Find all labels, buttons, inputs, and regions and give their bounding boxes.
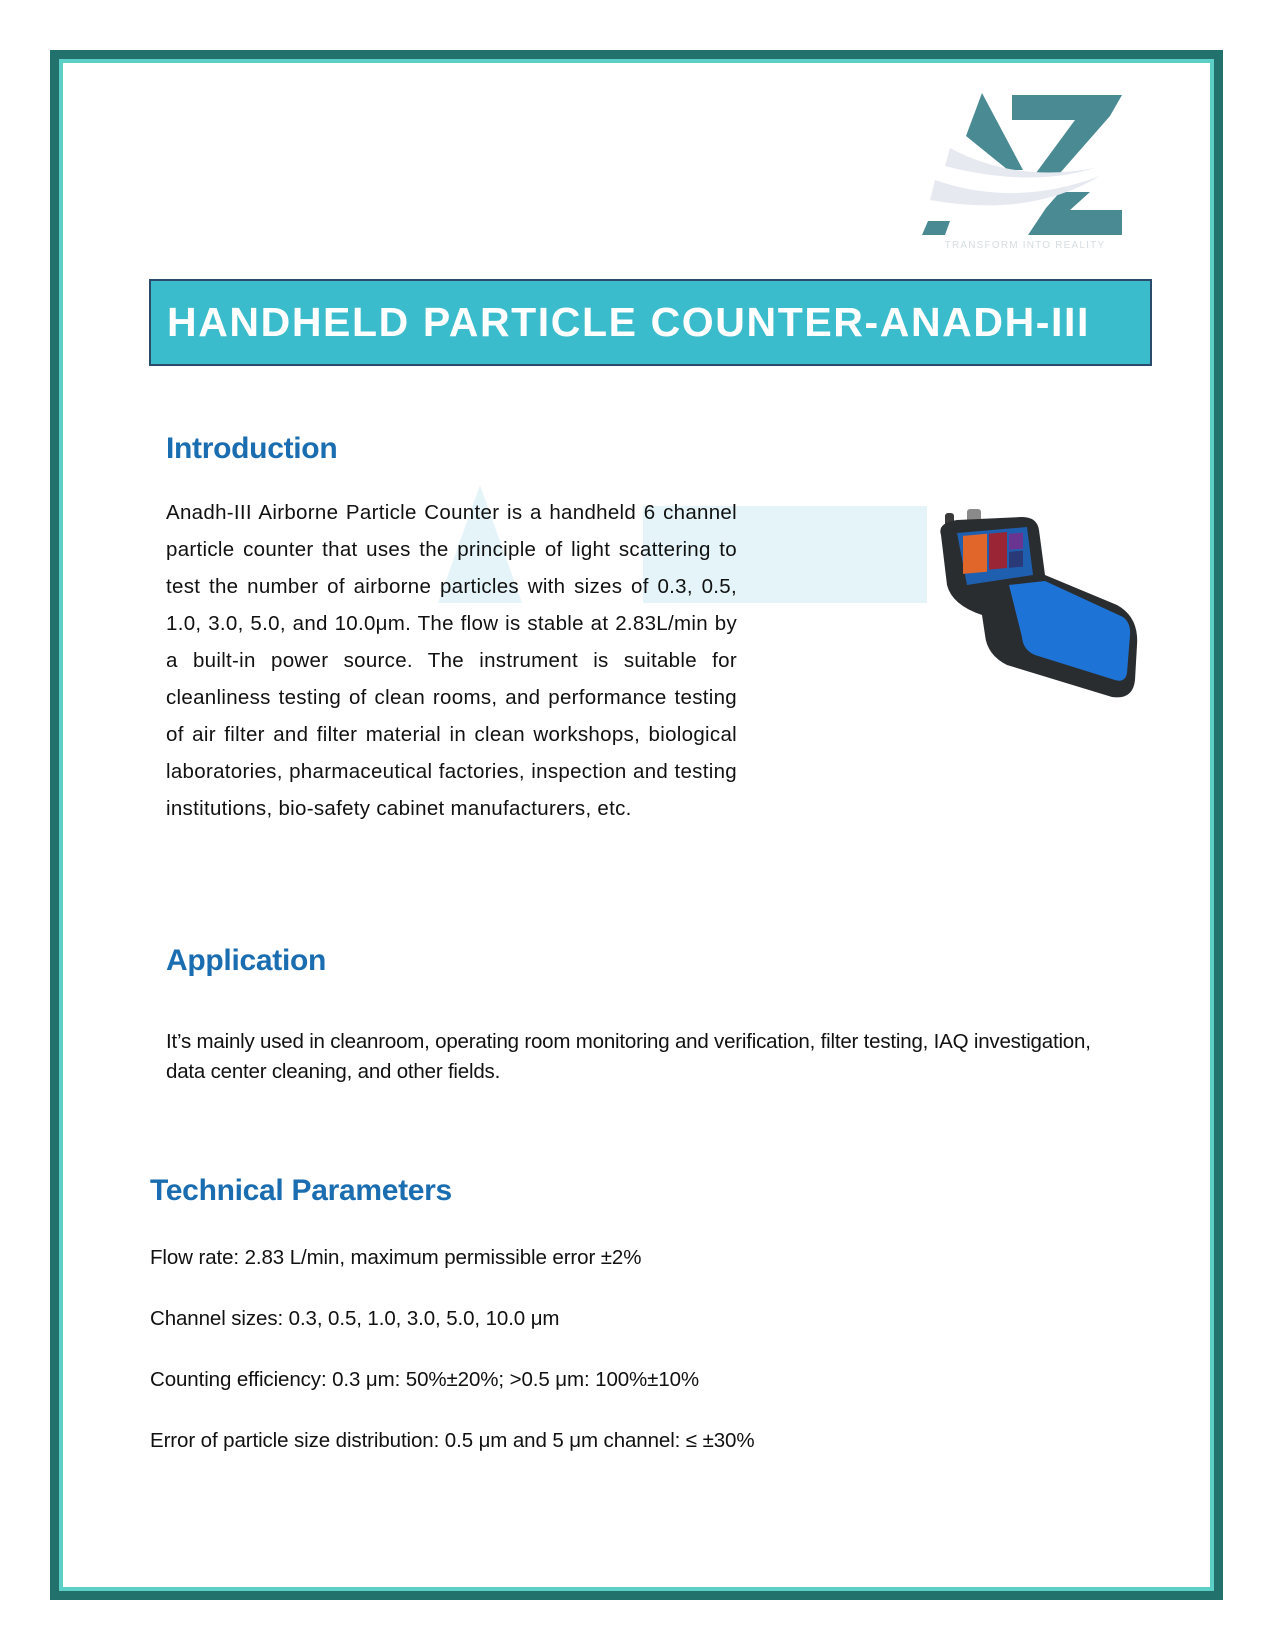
logo-a-foot xyxy=(922,221,950,235)
param-flow-rate: Flow rate: 2.83 L/min, maximum permissible error ±2% xyxy=(150,1246,642,1269)
param-counting-efficiency: Counting efficiency: 0.3 μm: 50%±20%; >0.5 μm: 100%±10% xyxy=(150,1368,700,1391)
logo-z-top xyxy=(1012,95,1122,173)
company-logo xyxy=(920,88,1130,258)
application-heading: Application xyxy=(166,944,327,977)
logo-tagline: TRANSFORM INTO REALITY xyxy=(944,240,1106,251)
param-size-distribution-error: Error of particle size distribution: 0.5 μm and 5 μm channel: ≤ ±30% xyxy=(150,1429,755,1452)
document-title: HANDHELD PARTICLE COUNTER-ANADH-III xyxy=(167,299,1091,345)
introduction-heading: Introduction xyxy=(166,432,338,465)
device-screen-tile-orange xyxy=(963,534,987,574)
param-channel-sizes: Channel sizes: 0.3, 0.5, 1.0, 3.0, 5.0, 10.0 μm xyxy=(150,1307,560,1330)
device-screen-tile-navy xyxy=(1009,551,1023,568)
device-screen-tile-red xyxy=(989,532,1007,570)
application-body: It’s mainly used in cleanroom, operating room monitoring and verification, filter testing, IAQ investigation, data center cleaning, and other fields. xyxy=(166,1030,1091,1083)
title-banner xyxy=(149,279,1152,366)
technical-parameters-heading: Technical Parameters xyxy=(150,1174,452,1207)
introduction-body: Anadh-III Airborne Particle Counter is a handheld 6 channel particle counter that uses the principle of light scattering to test the number of airborne particles with sizes of 0.3, 0.5, 1.0, 3.0, 5.0, and 10.0μm. The flow is stable at 2.83L/min by a built-in power source. The instrument is suitable for cleanliness testing of clean rooms, and performance testing of air filter and filter material in clean workshops, biological laboratories, pharmaceutical factories, inspection and testing institutions, bio-safety cabinet manufacturers, etc. xyxy=(166,501,737,820)
device-image xyxy=(927,505,1145,705)
device-screen-tile-purple xyxy=(1009,533,1023,550)
